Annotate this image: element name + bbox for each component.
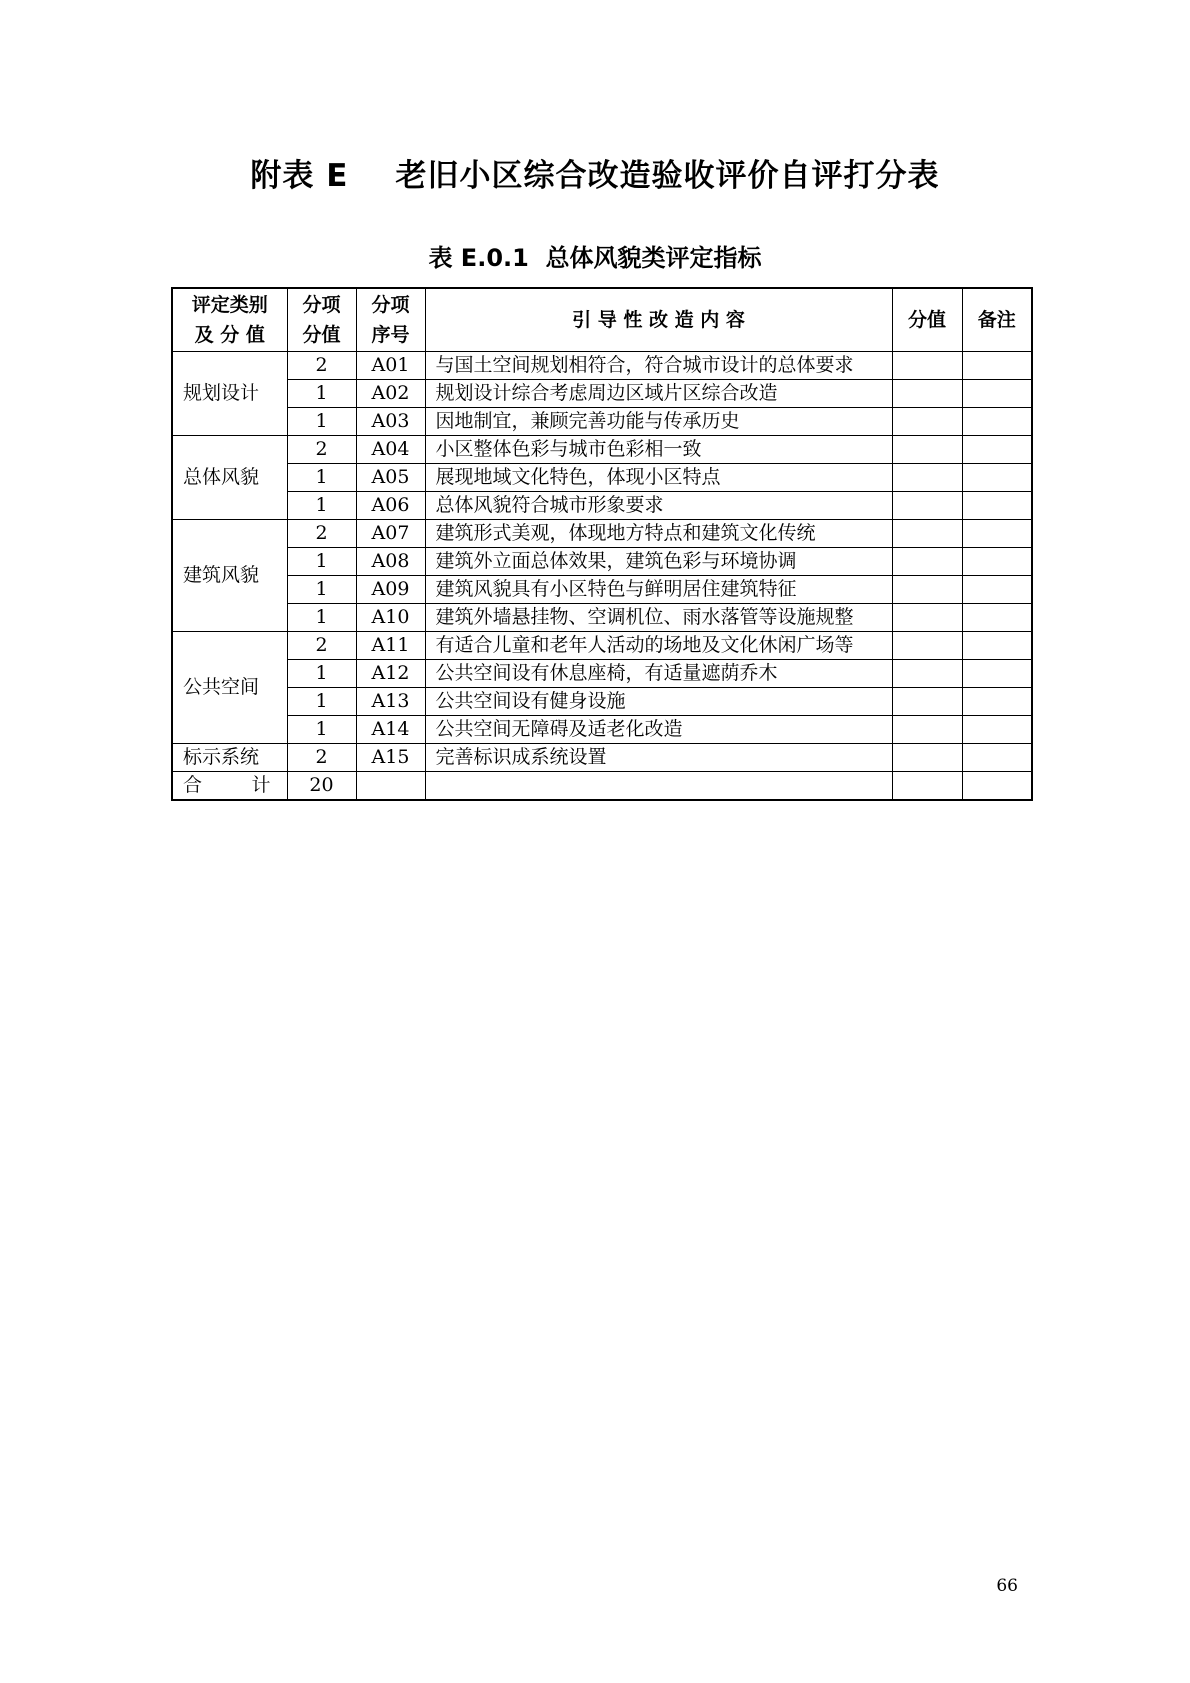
item-score-cell: 2 xyxy=(287,744,356,772)
score-input-cell[interactable] xyxy=(892,520,962,548)
content-cell: 总体风貌符合城市形象要求 xyxy=(425,492,892,520)
item-score-cell: 2 xyxy=(287,352,356,380)
total-label-right: 计 xyxy=(251,774,271,796)
total-remark-input-cell[interactable] xyxy=(962,772,1032,801)
score-input-cell[interactable] xyxy=(892,660,962,688)
remark-input-cell[interactable] xyxy=(962,744,1032,772)
score-input-cell[interactable] xyxy=(892,464,962,492)
remark-input-cell[interactable] xyxy=(962,464,1032,492)
remark-input-cell[interactable] xyxy=(962,604,1032,632)
table-row xyxy=(172,492,1032,520)
score-input-cell[interactable] xyxy=(892,576,962,604)
category-cell: 标示系统 xyxy=(172,744,287,772)
item-code-cell: A11 xyxy=(356,632,425,660)
item-code-cell: A02 xyxy=(356,380,425,408)
header-content: 引 导 性 改 造 内 容 xyxy=(425,288,892,352)
page-title: 附表 E 老旧小区综合改造验收评价自评打分表 xyxy=(250,158,940,194)
score-input-cell[interactable] xyxy=(892,548,962,576)
remark-input-cell[interactable] xyxy=(962,408,1032,436)
score-input-cell[interactable] xyxy=(892,632,962,660)
content-cell: 建筑外立面总体效果，建筑色彩与环境协调 xyxy=(425,548,892,576)
item-code-cell: A06 xyxy=(356,492,425,520)
score-input-cell[interactable] xyxy=(892,492,962,520)
content-cell: 完善标识成系统设置 xyxy=(425,744,892,772)
remark-input-cell[interactable] xyxy=(962,576,1032,604)
content-cell: 建筑风貌具有小区特色与鲜明居住建筑特征 xyxy=(425,576,892,604)
remark-input-cell[interactable] xyxy=(962,632,1032,660)
score-input-cell[interactable] xyxy=(892,436,962,464)
header-item-number: 分项 序号 xyxy=(356,288,425,352)
item-code-cell: A13 xyxy=(356,688,425,716)
item-code-cell: A09 xyxy=(356,576,425,604)
remark-input-cell[interactable] xyxy=(962,492,1032,520)
item-score-cell: 2 xyxy=(287,520,356,548)
content-cell: 因地制宜，兼顾完善功能与传承历史 xyxy=(425,408,892,436)
header-category: 评定类别 及 分 值 xyxy=(172,288,287,352)
header-item-score: 分项 分值 xyxy=(287,288,356,352)
item-score-cell: 2 xyxy=(287,436,356,464)
remark-input-cell[interactable] xyxy=(962,548,1032,576)
table-row xyxy=(172,436,1032,464)
item-score-cell: 1 xyxy=(287,548,356,576)
remark-input-cell[interactable] xyxy=(962,716,1032,744)
content-cell: 有适合儿童和老年人活动的场地及文化休闲广场等 xyxy=(425,632,892,660)
table-row xyxy=(172,576,1032,604)
category-cell: 规划设计 xyxy=(172,352,287,436)
item-score-cell: 1 xyxy=(287,688,356,716)
item-code-cell: A05 xyxy=(356,464,425,492)
item-score-cell: 1 xyxy=(287,604,356,632)
total-code-cell xyxy=(356,772,425,801)
table-row xyxy=(172,716,1032,744)
score-input-cell[interactable] xyxy=(892,716,962,744)
content-cell: 与国土空间规划相符合，符合城市设计的总体要求 xyxy=(425,352,892,380)
total-label-left: 合 xyxy=(183,774,203,796)
item-score-cell: 1 xyxy=(287,464,356,492)
total-score-input-cell[interactable] xyxy=(892,772,962,801)
table-row xyxy=(172,660,1032,688)
category-cell: 总体风貌 xyxy=(172,436,287,520)
score-input-cell[interactable] xyxy=(892,744,962,772)
score-input-cell[interactable] xyxy=(892,688,962,716)
item-code-cell: A12 xyxy=(356,660,425,688)
item-score-cell: 1 xyxy=(287,492,356,520)
table-header-row xyxy=(172,288,1032,352)
table-row xyxy=(172,548,1032,576)
score-table xyxy=(171,287,1033,801)
content-cell: 公共空间无障碍及适老化改造 xyxy=(425,716,892,744)
item-score-cell: 1 xyxy=(287,576,356,604)
table-row xyxy=(172,632,1032,660)
item-code-cell: A07 xyxy=(356,520,425,548)
score-input-cell[interactable] xyxy=(892,380,962,408)
item-code-cell: A04 xyxy=(356,436,425,464)
header-remark: 备注 xyxy=(962,288,1032,352)
item-score-cell: 1 xyxy=(287,380,356,408)
item-score-cell: 1 xyxy=(287,408,356,436)
remark-input-cell[interactable] xyxy=(962,380,1032,408)
total-content-cell xyxy=(425,772,892,801)
item-score-cell: 1 xyxy=(287,716,356,744)
table-row xyxy=(172,688,1032,716)
total-row xyxy=(172,772,1032,801)
item-code-cell: A01 xyxy=(356,352,425,380)
category-cell: 建筑风貌 xyxy=(172,520,287,632)
item-score-cell: 2 xyxy=(287,632,356,660)
content-cell: 规划设计综合考虑周边区域片区综合改造 xyxy=(425,380,892,408)
score-input-cell[interactable] xyxy=(892,408,962,436)
header-score: 分值 xyxy=(892,288,962,352)
table-row xyxy=(172,464,1032,492)
table-row xyxy=(172,744,1032,772)
category-cell: 公共空间 xyxy=(172,632,287,744)
remark-input-cell[interactable] xyxy=(962,660,1032,688)
content-cell: 小区整体色彩与城市色彩相一致 xyxy=(425,436,892,464)
table-row xyxy=(172,520,1032,548)
table-row xyxy=(172,408,1032,436)
table-row xyxy=(172,380,1032,408)
total-score-cell: 20 xyxy=(287,772,356,801)
content-cell: 建筑形式美观，体现地方特点和建筑文化传统 xyxy=(425,520,892,548)
item-code-cell: A15 xyxy=(356,744,425,772)
remark-input-cell[interactable] xyxy=(962,436,1032,464)
content-cell: 公共空间设有健身设施 xyxy=(425,688,892,716)
score-input-cell[interactable] xyxy=(892,604,962,632)
score-input-cell[interactable] xyxy=(892,352,962,380)
content-cell: 建筑外墙悬挂物、空调机位、雨水落管等设施规整 xyxy=(425,604,892,632)
table-row xyxy=(172,604,1032,632)
item-code-cell: A03 xyxy=(356,408,425,436)
item-score-cell: 1 xyxy=(287,660,356,688)
remark-input-cell[interactable] xyxy=(962,520,1032,548)
table-title: 表 E.0.1 总体风貌类评定指标 xyxy=(428,244,762,272)
content-cell: 展现地域文化特色，体现小区特点 xyxy=(425,464,892,492)
item-code-cell: A10 xyxy=(356,604,425,632)
item-code-cell: A08 xyxy=(356,548,425,576)
content-cell: 公共空间设有休息座椅，有适量遮荫乔木 xyxy=(425,660,892,688)
table-row xyxy=(172,352,1032,380)
remark-input-cell[interactable] xyxy=(962,352,1032,380)
total-label-cell xyxy=(172,772,287,801)
item-code-cell: A14 xyxy=(356,716,425,744)
remark-input-cell[interactable] xyxy=(962,688,1032,716)
page-number: 66 xyxy=(996,1576,1018,1596)
